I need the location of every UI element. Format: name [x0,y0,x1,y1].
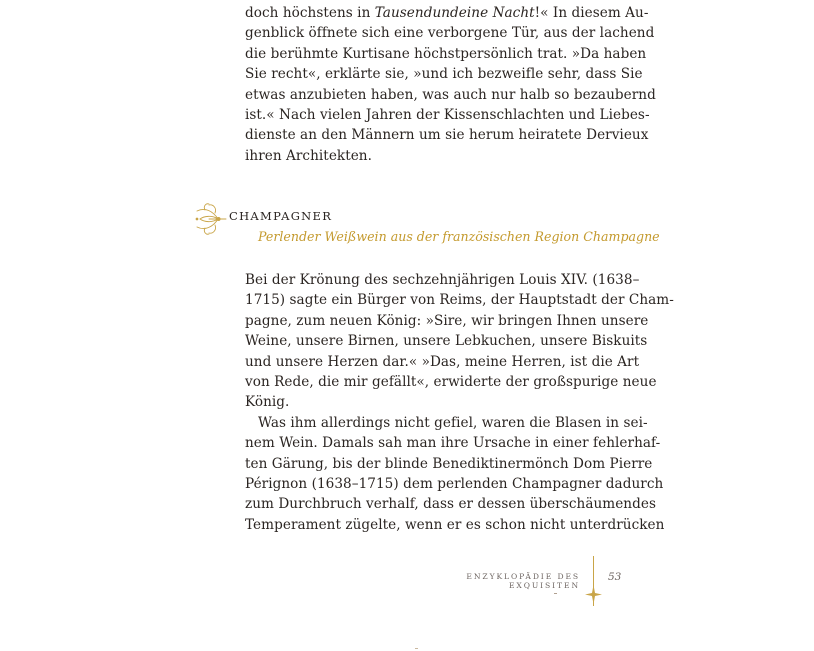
book-title-italic: Tausendundeine Nacht [374,5,535,21]
bottom-mark [415,648,418,649]
text-line: ihren Architekten. [245,147,372,164]
text-line: Pérignon (1638–1715) dem perlenden Champagner dadurch [245,476,664,493]
text-line: doch höchstens in Tausendundeine Nacht!« In diesem Au- [245,5,649,21]
text-line: Sie recht«, erklärte sie, »und ich bezweifle sehr, dass Sie [245,66,643,83]
entry-title: CHAMPAGNER [229,209,333,223]
star-ornament-icon [585,585,602,604]
text-line: genblick öffnete sich eine verborgene Tür, aus der lachend [245,25,655,42]
entry-subtitle: Perlender Weißwein aus der französischen Region Champagne [258,229,660,244]
flourish-ornament-icon [193,199,227,239]
main-text [245,270,674,535]
text-line: König. [245,394,290,411]
running-footer-title: ENZYKLOPÄDIE DES EXQUISITEN [466,572,580,590]
text-line: ist.« Nach vielen Jahren der Kissenschlachten und Liebes- [245,107,650,124]
text-line: die berühmte Kurtisane höchstpersönlich trat. »Da haben [245,45,647,62]
text-line: Bei der Krönung des sechzehnjährigen Louis XIV. (1638– [245,272,640,288]
text-line: pagne, zum neuen König: »Sire, wir bringen Ihnen unsere [245,312,649,329]
text-line: dienste an den Männern um sie herum heiratete Dervieux [245,127,649,144]
text-line: Weine, unsere Birnen, unsere Lebkuchen, unsere Biskuits [245,333,648,350]
text-line: und unsere Herzen dar.« »Das, meine Herren, ist die Art [245,353,640,370]
text-line: etwas anzubieten haben, was auch nur halb so bezaubernd [245,86,656,103]
text-line: nem Wein. Damals sah man ihre Ursache in einer fehlerhaf- [245,435,661,452]
page-number: 53 [608,571,622,583]
text-line: 1715) sagte ein Bürger von Reims, der Hauptstadt der Cham- [245,292,674,309]
text-line: zum Durchbruch verhalf, dass er dessen überschäumendes [245,496,656,513]
top-paragraph [245,3,656,166]
text-line: ten Gärung, bis der blinde Benediktinermönch Dom Pierre [245,455,653,472]
text-line: Temperament zügelte, wenn er es schon nicht unterdrücken [245,516,665,533]
footer-tick-mark [554,593,557,594]
text-line: von Rede, die mir gefällt«, erwiderte der großspurige neue [245,374,657,391]
text-line: Was ihm allerdings nicht gefiel, waren die Blasen in sei- [258,414,648,431]
